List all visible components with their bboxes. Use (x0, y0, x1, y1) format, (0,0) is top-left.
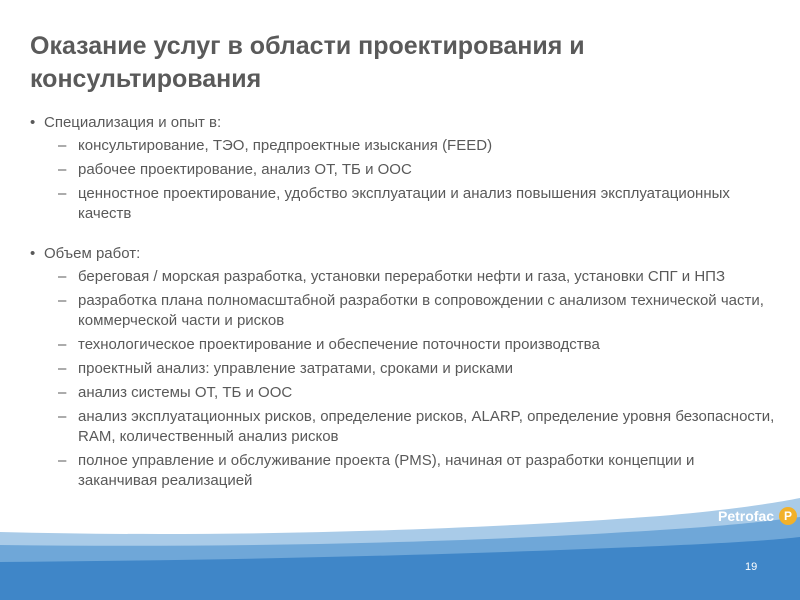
list-item (30, 359, 775, 379)
list-item-text: технологическое проектирование и обеспечение поточности производства (78, 336, 600, 353)
specialization-list (30, 136, 775, 224)
list-item-text: анализ эксплуатационных рисков, определение рисков, ALARP, определение уровня безопасности, RAM, количественный анализ рисков (78, 408, 775, 445)
section-heading: Специализация и опыт в: (44, 114, 222, 131)
list-item (30, 136, 775, 156)
dash-icon: – (58, 185, 67, 202)
scope-list (30, 267, 775, 491)
dash-icon: – (58, 384, 67, 401)
logo-text: Petrofac (718, 508, 775, 524)
list-item-text: проектный анализ: управление затратами, сроками и рисками (78, 360, 514, 377)
slide-content (30, 113, 775, 511)
dash-icon: – (58, 360, 67, 377)
section-specialization (30, 113, 775, 224)
list-item-text: ценностное проектирование, удобство эксплуатации и анализ повышения эксплуатационных качеств (78, 185, 730, 222)
list-item-text: береговая / морская разработка, установки переработки нефти и газа, установки СПГ и НПЗ (78, 268, 726, 285)
section-scope (30, 244, 775, 491)
list-item-text: анализ системы ОТ, ТБ и ООС (78, 384, 293, 401)
list-item (30, 184, 775, 224)
logo-mark-icon: P (779, 507, 797, 525)
bullet-icon: • (30, 114, 36, 131)
list-item (30, 267, 775, 287)
list-item (30, 383, 775, 403)
list-item (30, 407, 775, 447)
list-item (30, 160, 775, 180)
page-number: 19 (745, 561, 758, 573)
list-item-text: разработка плана полномасштабной разработки в сопровождении с анализом технической части, коммерческой части и рисков (78, 292, 764, 329)
footer-wave-graphic (0, 490, 800, 600)
list-item-text: консультирование, ТЭО, предпроектные изыскания (FEED) (78, 137, 493, 154)
section-heading: Объем работ: (44, 245, 141, 262)
dash-icon: – (58, 408, 67, 425)
list-item (30, 451, 775, 491)
bullet-icon: • (30, 245, 36, 262)
dash-icon: – (58, 452, 67, 469)
petrofac-logo (718, 505, 797, 527)
dash-icon: – (58, 292, 67, 309)
list-item-text: рабочее проектирование, анализ ОТ, ТБ и ООС (78, 161, 412, 178)
dash-icon: – (58, 268, 67, 285)
dash-icon: – (58, 336, 67, 353)
slide-title: Оказание услуг в области проектирования и консультирования (30, 32, 585, 93)
list-item-text: полное управление и обслуживание проекта (PMS), начиная от разработки концепции и заканчивая реализацией (78, 452, 695, 489)
dash-icon: – (58, 161, 67, 178)
list-item (30, 291, 775, 331)
list-item (30, 335, 775, 355)
dash-icon: – (58, 137, 67, 154)
